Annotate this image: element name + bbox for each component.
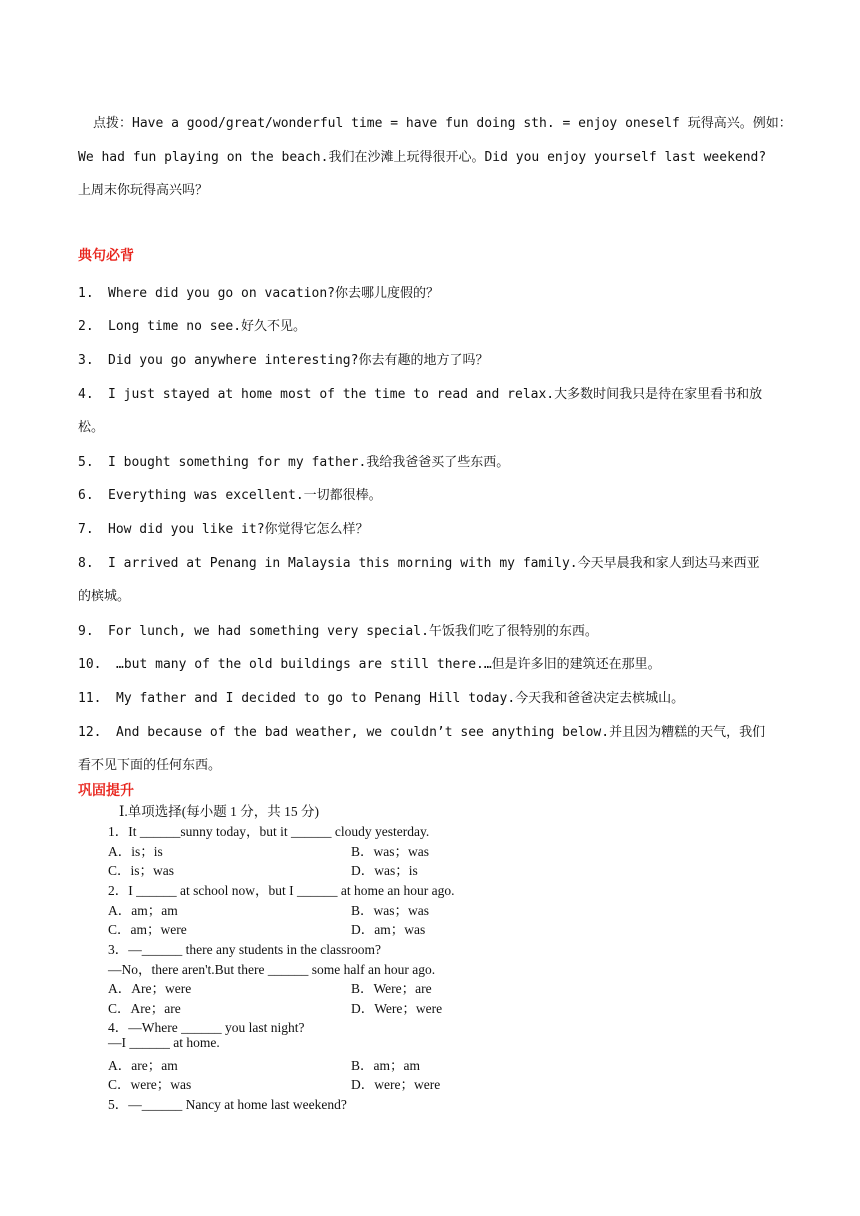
option-d: D．were；were (351, 1077, 441, 1092)
practice-heading: 巩固提升 (78, 783, 134, 799)
key-sentences-heading: 典句必背 (78, 248, 134, 264)
option-c: C．were；was (108, 1077, 192, 1092)
option-c: C．is；was (108, 863, 175, 878)
sentence-item: 2. Long time no see.好久不见。 (78, 319, 307, 334)
sentence-item: 11. My father and I decided to go to Penang Hill today.今天我和爸爸决定去槟城山。 (78, 691, 685, 706)
question-stem: 5．—______ Nancy at home last weekend? (108, 1097, 347, 1112)
sentence-item: 1. Where did you go on vacation?你去哪儿度假的？ (78, 286, 439, 301)
question-stem: 1．It ______sunny today，but it ______ cloudy yesterday. (108, 824, 430, 839)
option-b: B．Were；are (351, 981, 432, 996)
question-stem-line-2: —No，there aren't.But there ______ some half an hour ago. (108, 962, 436, 977)
sentence-item: 3. Did you go anywhere interesting?你去有趣的地方了吗？ (78, 353, 489, 368)
option-c: C．Are；are (108, 1001, 181, 1016)
option-a: A．Are；were (108, 981, 192, 996)
sentence-item: 7. How did you like it?你觉得它怎么样？ (78, 522, 369, 537)
tip-line-2: We had fun playing on the beach.我们在沙滩上玩得很开心。Did you enjoy yourself last weekend? (78, 150, 767, 165)
option-d: D．am；was (351, 922, 426, 937)
option-d: D．was；is (351, 863, 418, 878)
sentence-continuation: 的槟城。 (78, 589, 131, 604)
tip-line-1: 点拨：Have a good/great/wonderful time = have fun doing sth. = enjoy oneself 玩得高兴。例如： (93, 116, 792, 131)
question-stem-line-2: —I ______ at home. (108, 1035, 220, 1050)
sentence-item: 9. For lunch, we had something very special.午饭我们吃了很特别的东西。 (78, 624, 598, 639)
question-stem: 3．—______ there any students in the classroom? (108, 942, 381, 957)
section-title: Ⅰ.单项选择(每小题 1 分，共 15 分) (119, 804, 319, 819)
option-d: D．Were；were (351, 1001, 443, 1016)
question-stem: 2．I ______ at school now，but I ______ at home an hour ago. (108, 883, 455, 898)
option-a: A．is；is (108, 844, 163, 859)
sentence-continuation: 松。 (78, 420, 105, 435)
option-b: B．was；was (351, 903, 429, 918)
option-b: B．was；was (351, 844, 429, 859)
option-a: A．are；am (108, 1058, 178, 1073)
sentence-item: 10. …but many of the old buildings are still there.…但是许多旧的建筑还在那里。 (78, 657, 661, 672)
sentence-item: 6. Everything was excellent.一切都很棒。 (78, 488, 382, 503)
option-c: C．am；were (108, 922, 187, 937)
sentence-item: 4. I just stayed at home most of the time to read and relax.大多数时间我只是待在家里看书和放 (78, 387, 763, 402)
tip-line-3: 上周末你玩得高兴吗？ (78, 183, 209, 198)
option-b: B．am；am (351, 1058, 420, 1073)
question-stem: 4．—Where ______ you last night? (108, 1020, 305, 1035)
sentence-item: 8. I arrived at Penang in Malaysia this morning with my family.今天早晨我和家人到达马来西亚 (78, 556, 760, 571)
sentence-item: 12. And because of the bad weather, we couldn’t see anything below.并且因为糟糕的天气，我们 (78, 725, 766, 740)
sentence-item: 5. I bought something for my father.我给我爸爸买了些东西。 (78, 455, 510, 470)
sentence-continuation: 看不见下面的任何东西。 (78, 758, 222, 773)
option-a: A．am；am (108, 903, 178, 918)
